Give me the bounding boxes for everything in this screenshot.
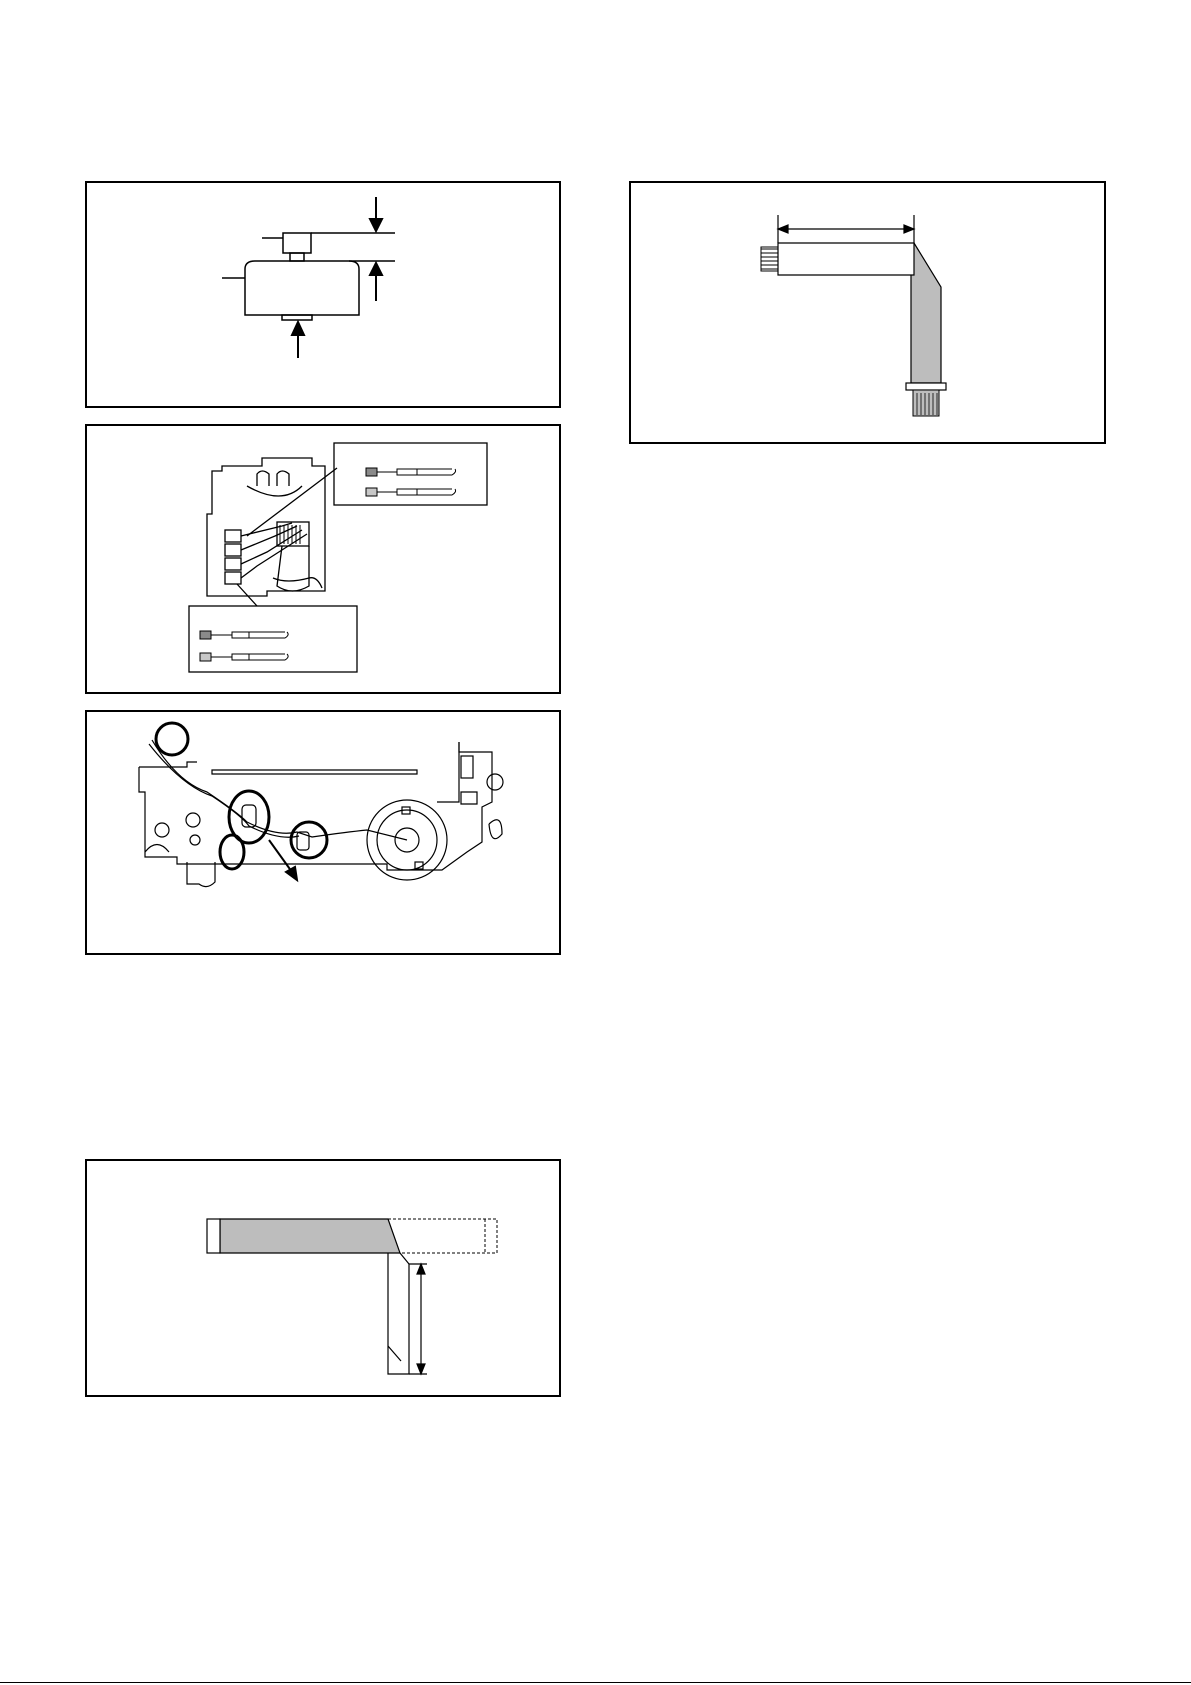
hole-1 (155, 823, 169, 837)
motor-pulley (283, 233, 311, 253)
motor-shaft (290, 253, 304, 261)
terminal-1 (225, 530, 241, 542)
flat-cable-dimension-panel (629, 181, 1106, 444)
cable-fold-crease (388, 1346, 401, 1361)
motor-height-diagram-panel (85, 181, 561, 408)
right-clip (489, 820, 502, 839)
motor-inner-curve (247, 486, 302, 496)
wire-callout-top-2 (377, 489, 456, 495)
wire-d (241, 534, 307, 578)
cable-horizontal (778, 243, 914, 275)
page-bottom-rule (0, 1682, 1191, 1683)
swatch-dark-top (366, 468, 377, 476)
callout-leader-bottom (237, 584, 257, 606)
clip-2 (297, 832, 309, 850)
wire-callout-bottom-1 (211, 632, 288, 638)
hole-3 (190, 835, 200, 845)
terminal-3 (225, 558, 241, 570)
motor-bottom-boss (282, 315, 312, 320)
cable-stiffener (906, 383, 946, 390)
connector-wavy (273, 578, 322, 588)
right-hole (487, 774, 503, 790)
cable-left-contacts (761, 247, 778, 271)
right-slot (461, 756, 473, 778)
wire-callout-bottom-2 (211, 654, 288, 660)
direction-arrow-shaft (269, 840, 292, 872)
motor-height-drawing (87, 183, 563, 410)
push-arrow-head (292, 322, 304, 335)
cable-folded-horizontal (220, 1219, 400, 1253)
terminal-2 (225, 544, 241, 556)
chassis-rail (212, 770, 417, 774)
motor-top-notch-2 (277, 471, 289, 486)
chassis-right-edge (437, 742, 459, 802)
height-arrow-up-head (370, 263, 382, 275)
flat-cable-folding-drawing (87, 1161, 563, 1399)
hole-2 (186, 813, 200, 827)
cable-folded-vertical (388, 1253, 409, 1374)
swatch-light-top (366, 488, 377, 496)
wire-routing-panel (85, 710, 561, 955)
motor-body (245, 261, 359, 315)
wire-connection-drawing (87, 426, 563, 696)
motor-top-notch (257, 471, 269, 486)
height-arrow-down-head (370, 219, 382, 231)
lead-wire-2 (149, 744, 299, 837)
right-box (461, 792, 477, 804)
swatch-dark-bottom (200, 631, 211, 639)
flat-cable-dimension-drawing (631, 183, 1108, 446)
dim-arrow-left (778, 225, 788, 233)
swatch-light-bottom (200, 653, 211, 661)
cable-fold-corner (400, 1253, 409, 1264)
connector-sleeve (277, 546, 309, 591)
wire-callout-bottom (189, 606, 357, 672)
terminal-4 (225, 572, 241, 584)
wire-callout-top-1 (377, 469, 456, 475)
dim-arrow-right (904, 225, 914, 233)
cable-end-tab (207, 1219, 220, 1253)
dim5-arrow-bottom (417, 1364, 425, 1374)
flat-cable-folding-panel (85, 1159, 561, 1397)
cable-connector (187, 862, 215, 887)
dim5-arrow-top (417, 1264, 425, 1274)
chassis-outline (139, 742, 492, 870)
cable-original-position (388, 1219, 497, 1253)
clip-1 (242, 805, 256, 827)
wire-c (241, 530, 302, 564)
lead-wire-1 (152, 740, 407, 840)
clip-circle-1 (156, 723, 188, 755)
hole-4 (145, 845, 169, 853)
direction-arrow-head (286, 867, 297, 880)
wire-callout-top (334, 443, 487, 505)
wire-routing-drawing (87, 712, 563, 957)
motor-wire-connection-panel (85, 424, 561, 694)
